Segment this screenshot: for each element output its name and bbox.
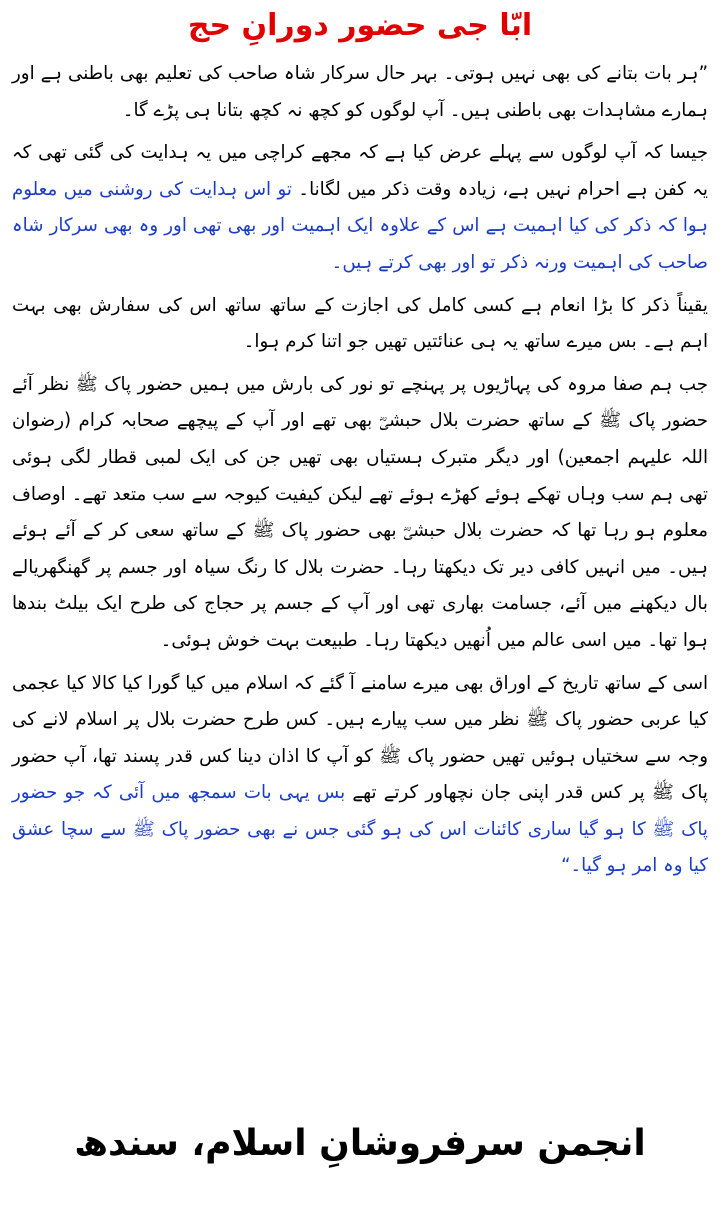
paragraph-text: جب ہم صفا مروہ کی پہاڑیوں پر پہنچے تو نور کی بارش میں ہمیں حضور پاک ﷺ نظر آئے حضور پاک ﷺ کے ساتھ حضرت بلال حبشیؓ بھی تھے اور آپ کے پیچھے صحابہ کرام (رضوان اللہ علیہم اجمعین) اور دیگر متبرک ہستیاں بھی تھیں جن کی ایک لمبی قطار لگی ہوئی تھی ہم سب وہاں تھکے ہوئے کھڑے ہوئے تھے لیکن کیفیت کیوجہ سے سب متعد تھے۔ اوصاف معلوم ہو رہا تھا کہ حضرت بلال حبشیؓ بھی حضور پاک ﷺ کے ساتھ سعی کر کے آئے ہوئے ہیں۔ میں انہیں کافی دیر تک دیکھتا رہا۔ حضرت بلال کا رنگ سیاہ اور جسم پر گھنگھریالے بال دیکھنے میں آئے، جسامت بھاری تھی اور آپ کے جسم پر حجاج کی طرح ایک بیلٹ بندھا ہوا تھا۔ میں اسی عالم میں اُنھیں دیکھتا رہا۔ طبیعت بہت خوش ہوئی۔ <box>12 373 708 651</box>
organization-footer: انجمن سرفروشانِ اسلام، سندھ <box>74 1123 646 1164</box>
highlighted-text: تو اس ہدایت کی روشنی میں معلوم ہوا کہ ذکر کی کیا اہمیت ہے اس کے علاوہ ایک اہمیت اور بھی تھی اور وہ بھی سرکار شاہ صاحب کی اہمیت ورنہ ذکر تو اور بھی کرتے ہیں۔ <box>12 178 708 273</box>
page-title: ابّا جی حضور دورانِ حج <box>187 8 533 43</box>
paragraph-2 <box>12 135 708 281</box>
paragraph-text: جیسا کہ آپ لوگوں سے پہلے عرض کیا ہے کہ مجھے کراچی میں یہ ہدایت کی گئی تھی کہ یہ کفن ہے احرام نہیں ہے، زیادہ وقت ذکر میں لگانا۔ <box>12 142 708 200</box>
paragraph-text: اسی کے ساتھ تاریخ کے اوراق بھی میرے سامنے آ گئے کہ اسلام میں کیا گورا کیا کالا کیا عجمی کیا عربی حضور پاک ﷺ نظر میں سب پیارے ہیں۔ کس طرح حضرت بلال پر اسلام لانے کی وجہ سے سختیاں ہوئیں تھیں حضور پاک ﷺ کو آپ کا اذان دینا کس قدر پسند تھا، آپ حضور پاک ﷺ پر کس قدر اپنی جان نچھاور کرتے تھے <box>12 672 708 804</box>
document-page <box>0 6 720 1206</box>
article-body <box>12 56 708 885</box>
paragraph-4 <box>12 367 708 660</box>
paragraph-text: ”ہر بات بتانے کی بھی نہیں ہوتی۔ بہر حال سرکار شاہ صاحب کی تعلیم بھی باطنی ہے اور ہمارے مشاہدات بھی باطنی ہیں۔ آپ لوگوں کو کچھ نہ کچھ بتانا ہی پڑے گا۔ <box>12 63 708 121</box>
paragraph-3 <box>12 288 708 361</box>
paragraph-text: یقیناً ذکر کا بڑا انعام ہے کسی کامل کی اجازت کے ساتھ ساتھ اس کی سفارش بھی بہت اہم ہے۔ بس میرے ساتھ یہ ہی عنائتیں تھیں جو اتنا کرم ہوا۔ <box>12 294 708 353</box>
paragraph-5 <box>12 666 708 886</box>
highlighted-text: بس یہی بات سمجھ میں آئی کہ جو حضور پاک ﷺ کا ہو گیا ساری کائنات اس کی ہو گئی جس نے بھی حضور پاک ﷺ سے سچا عشق کیا وہ امر ہو گیا۔“ <box>12 782 708 877</box>
paragraph-1 <box>12 56 708 129</box>
